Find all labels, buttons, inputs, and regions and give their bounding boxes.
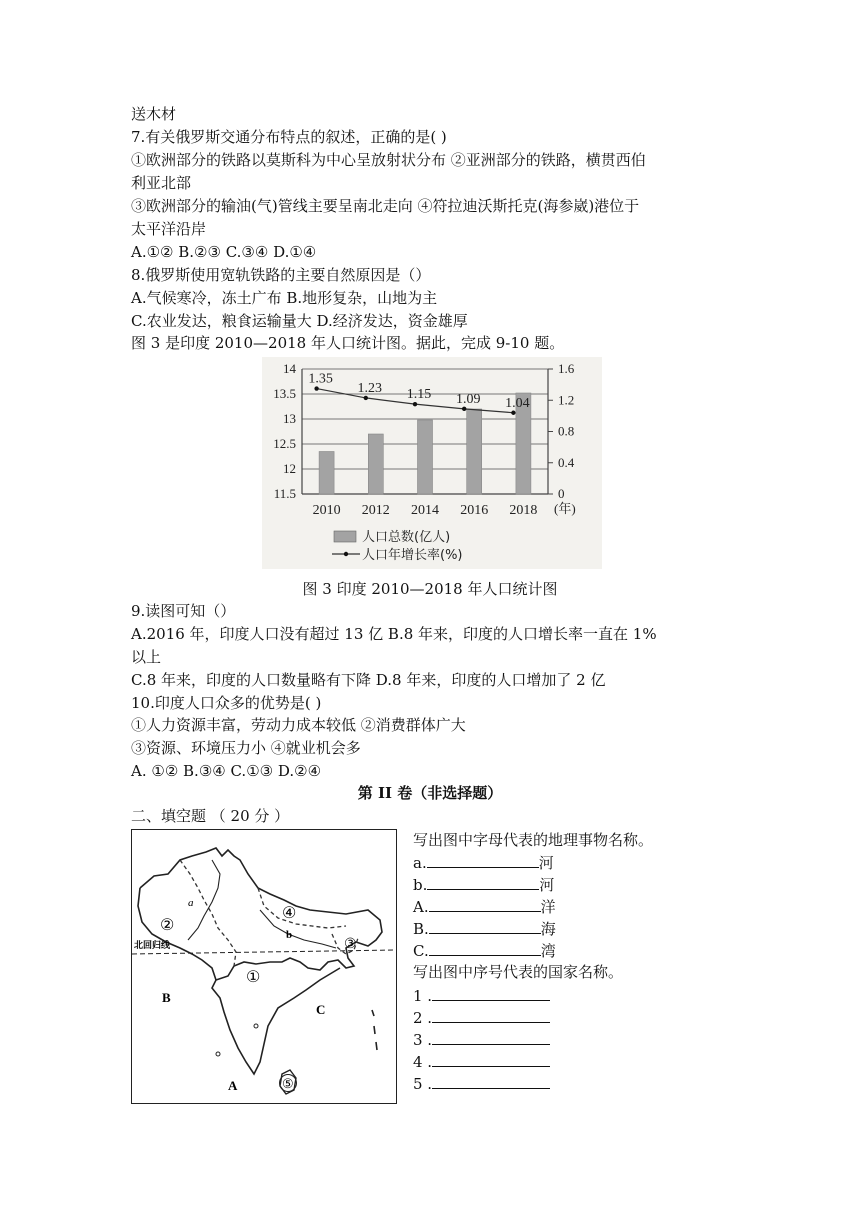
chart-left-tick-label: 11.5: [273, 486, 296, 501]
fill-country-prefix: 3 .: [413, 1031, 433, 1049]
q9-options-line1: A.2016 年，印度人口没有超过 13 亿 B.8 年来，印度的人口增长率一直在 1%: [131, 625, 657, 643]
population-chart-svg: [262, 357, 602, 569]
answer-blank[interactable]: [432, 1006, 550, 1023]
fill-feature-suffix: 河: [538, 854, 554, 872]
fill-country-prefix: 2 .: [413, 1009, 433, 1027]
chart-left-tick-label: 12.5: [273, 436, 296, 451]
fill-feature-row: [413, 939, 556, 961]
fill-feature-prefix: a.: [413, 854, 427, 872]
chart-left-tick-label: 13.5: [273, 386, 296, 401]
chart-data-label: 1.04: [505, 395, 530, 411]
chart-legend-bar-label: 人口总数(亿人): [362, 530, 451, 545]
fill-feature-prefix: C.: [413, 942, 429, 960]
fill-feature-suffix: 湾: [540, 942, 556, 960]
chart-legend-bar-swatch: [334, 531, 356, 542]
q7-stem: 7.有关俄罗斯交通分布特点的叙述，正确的是( ): [131, 128, 447, 146]
fill-feature-row: [413, 917, 556, 939]
chart-bar: [418, 420, 433, 494]
map-label-A: A: [228, 1078, 238, 1093]
chart-growth-point: [462, 407, 466, 411]
fill-country-row: [413, 1006, 550, 1028]
fill-country-prefix: 5 .: [413, 1075, 433, 1093]
answer-blank[interactable]: [432, 1028, 550, 1045]
q6-tail: 送木材: [131, 105, 177, 123]
q9-options-line2: 以上: [131, 648, 162, 666]
map-river-b: [260, 910, 336, 948]
chart-x-tick-label: 2010: [312, 503, 341, 518]
q10-options-line2: ③资源、环境压力小 ④就业机会多: [131, 739, 361, 757]
chart-right-tick-label: 0: [558, 486, 565, 501]
map-label-C: C: [316, 1002, 326, 1017]
chart-x-tick-label: 2012: [361, 503, 390, 518]
map-outline: [140, 848, 382, 1074]
chart-x-tick-label: 2018: [509, 503, 538, 518]
q10-stem: 10.印度人口众多的优势是( ): [131, 694, 322, 712]
map-label-tropic: 北回归线: [134, 941, 171, 951]
q10-options-line1: ①人力资源丰富，劳动力成本较低 ②消费群体广大: [131, 716, 466, 734]
chart-left-tick-label: 14: [283, 361, 296, 376]
chart-growth-point: [511, 411, 515, 415]
q8-stem: 8.俄罗斯使用宽轨铁路的主要自然原因是（）: [131, 266, 431, 284]
map-border-pakistan: [180, 860, 236, 966]
chart-right-tick-label: 1.2: [558, 392, 575, 408]
fill-heading: 二、填空题 （ 20 分 ）: [131, 807, 290, 825]
section2-title: 第 II 卷（非选择题）: [357, 784, 503, 802]
map-label-4: ④: [282, 905, 297, 922]
q10-choices: A. ①② B.③④ C.①③ D.②④: [131, 762, 322, 780]
map-islands: [372, 1010, 377, 1050]
fill-feature-prefix: b.: [413, 876, 428, 894]
answer-blank[interactable]: [429, 895, 541, 912]
fill-country-prefix: 4 .: [413, 1053, 433, 1071]
south-asia-map-svg: [132, 830, 395, 1102]
q8-options-line1: A.气候寒冷，冻土广布 B.地形复杂，山地为主: [131, 289, 438, 307]
map-label-b: b: [286, 929, 293, 941]
south-asia-map: [131, 829, 397, 1104]
fill-feature-suffix: 海: [540, 920, 556, 938]
chart-x-tick-label: 2016: [460, 503, 489, 518]
fill-feature-suffix: 河: [539, 876, 555, 894]
chart-bar: [319, 452, 334, 495]
q7-options-line3: ③欧洲部分的输油(气)管线主要呈南北走向 ④符拉迪沃斯托克(海参崴)港位于: [131, 197, 640, 215]
q9-options-line3: C.8 年来，印度的人口数量略有下降 D.8 年来，印度的人口增加了 2 亿: [131, 671, 606, 689]
chart-right-tick-label: 1.6: [558, 361, 575, 376]
map-west-coast: [138, 888, 216, 980]
fill-country-row: [413, 1072, 550, 1094]
fill-country-row: [413, 1050, 550, 1072]
fill-prompt-countries: 写出图中序号代表的国家名称。: [413, 963, 624, 981]
answer-blank[interactable]: [432, 984, 550, 1001]
fill-prompt-features: 写出图中字母代表的地理事物名称。: [413, 831, 654, 849]
chart-bar: [467, 409, 482, 494]
chart-growth-point: [413, 402, 417, 406]
answer-blank[interactable]: [427, 851, 539, 868]
q7-choices: A.①② B.②③ C.③④ D.①④: [131, 243, 317, 261]
fill-feature-prefix: A.: [413, 898, 429, 916]
chart-data-label: 1.09: [455, 391, 481, 407]
chart-right-tick-label: 0.4: [558, 454, 575, 470]
answer-blank[interactable]: [429, 939, 541, 956]
map-label-1: ①: [246, 969, 261, 986]
fill-country-row: [413, 1028, 550, 1050]
map-label-B: B: [162, 990, 171, 1005]
chart-legend-line-label: 人口年增长率(%): [362, 548, 463, 563]
chart-left-tick-label: 12: [283, 461, 296, 476]
fill-feature-row: [413, 851, 554, 873]
fill-country-row: [413, 984, 550, 1006]
fill-feature-prefix: B.: [413, 920, 429, 938]
q7-options-line4: 太平洋沿岸: [131, 220, 207, 238]
chart-data-label: 1.35: [308, 371, 333, 387]
fill-feature-row: [413, 895, 556, 917]
answer-blank[interactable]: [427, 873, 539, 890]
answer-blank[interactable]: [429, 917, 541, 934]
population-chart: [262, 357, 602, 569]
fig3-intro: 图 3 是印度 2010—2018 年人口统计图。据此，完成 9-10 题。: [131, 334, 565, 352]
map-label-3: ③: [344, 937, 357, 952]
map-label-2: ②: [160, 917, 175, 934]
q7-options-line2: 利亚北部: [131, 174, 192, 192]
chart-growth-point: [364, 396, 368, 400]
chart-data-label: 1.15: [406, 387, 432, 403]
chart-growth-point: [314, 386, 318, 390]
map-city-dot: [216, 1052, 220, 1056]
chart-x-tick-label: 2014: [411, 503, 439, 518]
map-label-5: ⑤: [282, 1076, 294, 1091]
map-city-dot: [254, 1024, 258, 1028]
fill-feature-suffix: 洋: [540, 898, 556, 916]
chart-data-label: 1.23: [357, 380, 383, 396]
answer-blank[interactable]: [432, 1050, 550, 1067]
map-label-a: a: [188, 897, 194, 909]
fill-feature-row: [413, 873, 554, 895]
fig3-caption: 图 3 印度 2010—2018 年人口统计图: [302, 580, 558, 598]
chart-left-tick-label: 13: [283, 411, 296, 426]
answer-blank[interactable]: [432, 1072, 550, 1089]
q8-options-line2: C.农业发达，粮食运输量大 D.经济发达，资金雄厚: [131, 312, 468, 330]
fill-country-prefix: 1 .: [413, 987, 433, 1005]
q7-options-line1: ①欧洲部分的铁路以莫斯科为中心呈放射状分布 ②亚洲部分的铁路，横贯西伯: [131, 151, 646, 169]
chart-bar: [368, 434, 383, 494]
chart-x-unit: (年): [554, 501, 576, 516]
chart-right-tick-label: 0.8: [558, 423, 575, 439]
chart-legend-line-dot: [344, 552, 348, 556]
q9-stem: 9.读图可知（）: [131, 602, 236, 620]
